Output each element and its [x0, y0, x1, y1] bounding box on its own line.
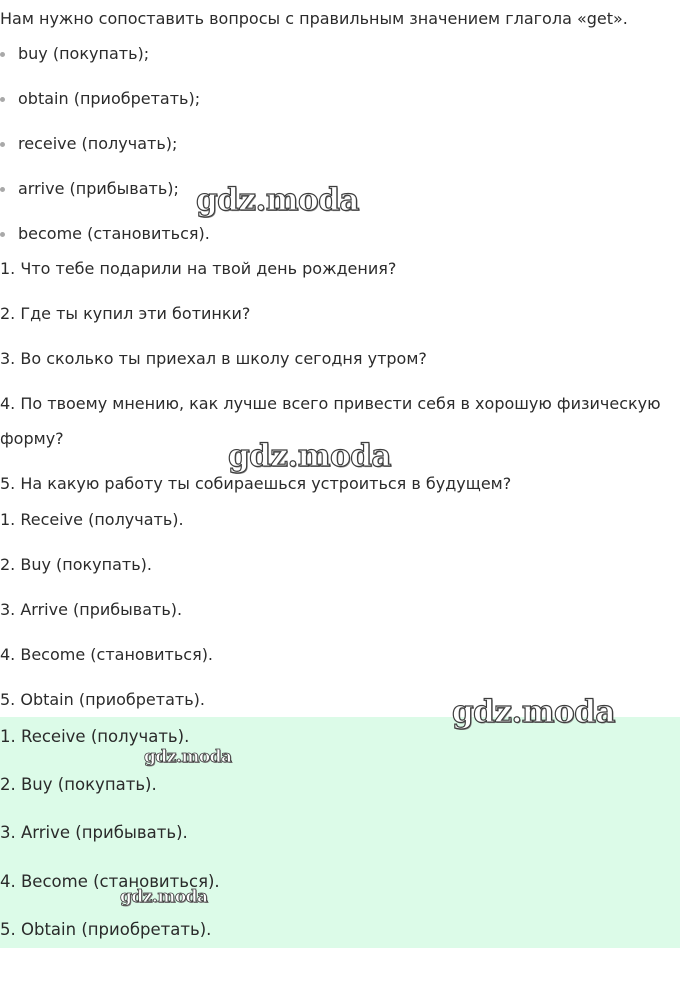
answer-box	[0, 717, 680, 948]
list-item	[18, 89, 200, 109]
watermark: gdz.moda	[144, 747, 232, 767]
bullet-icon	[0, 142, 5, 147]
list-item	[18, 179, 179, 199]
question-line: 2. Где ты купил эти ботинки?	[0, 304, 251, 323]
question-line: 1. Что тебе подарили на твой день рождения?	[0, 259, 397, 278]
question-line: 5. На какую работу ты собираешься устроиться в будущем?	[0, 474, 512, 493]
answer-box-item: 2. Buy (покупать).	[0, 775, 157, 794]
watermark: gdz.moda	[228, 438, 391, 474]
answer-line: 5. Obtain (приобретать).	[0, 690, 205, 709]
bullet-icon	[0, 232, 5, 237]
answer-box-item: 4. Become (становиться).	[0, 872, 220, 891]
list-item	[18, 44, 149, 64]
answer-line: 4. Become (становиться).	[0, 645, 214, 664]
question-line: 3. Во сколько ты приехал в школу сегодня утром?	[0, 349, 427, 368]
question-line: 4. По твоему мнению, как лучше всего привести себя в хорошую физическую	[0, 394, 661, 413]
answer-box-item: 1. Receive (получать).	[0, 727, 190, 746]
list-item-text: obtain (приобретать);	[18, 89, 201, 108]
answer-line: 1. Receive (получать).	[0, 510, 184, 529]
answer-box-item: 3. Arrive (прибывать).	[0, 823, 188, 842]
bullet-icon	[0, 52, 5, 57]
bullet-icon	[0, 97, 5, 102]
list-item-text: buy (покупать);	[18, 44, 150, 63]
answer-box-item: 5. Obtain (приобретать).	[0, 920, 212, 939]
question-line: форму?	[0, 429, 64, 448]
intro-text: Нам нужно сопоставить вопросы с правильным значением глагола «get».	[0, 9, 628, 28]
list-item-text: become (становиться).	[18, 224, 210, 243]
list-item	[18, 224, 210, 244]
watermark: gdz.moda	[452, 694, 615, 730]
answer-line: 2. Buy (покупать).	[0, 555, 152, 574]
list-item	[18, 134, 177, 154]
watermark: gdz.moda	[120, 887, 208, 907]
watermark: gdz.moda	[196, 182, 359, 218]
list-item-text: receive (получать);	[18, 134, 178, 153]
list-item-text: arrive (прибывать);	[18, 179, 179, 198]
bullet-icon	[0, 187, 5, 192]
answer-line: 3. Arrive (прибывать).	[0, 600, 183, 619]
